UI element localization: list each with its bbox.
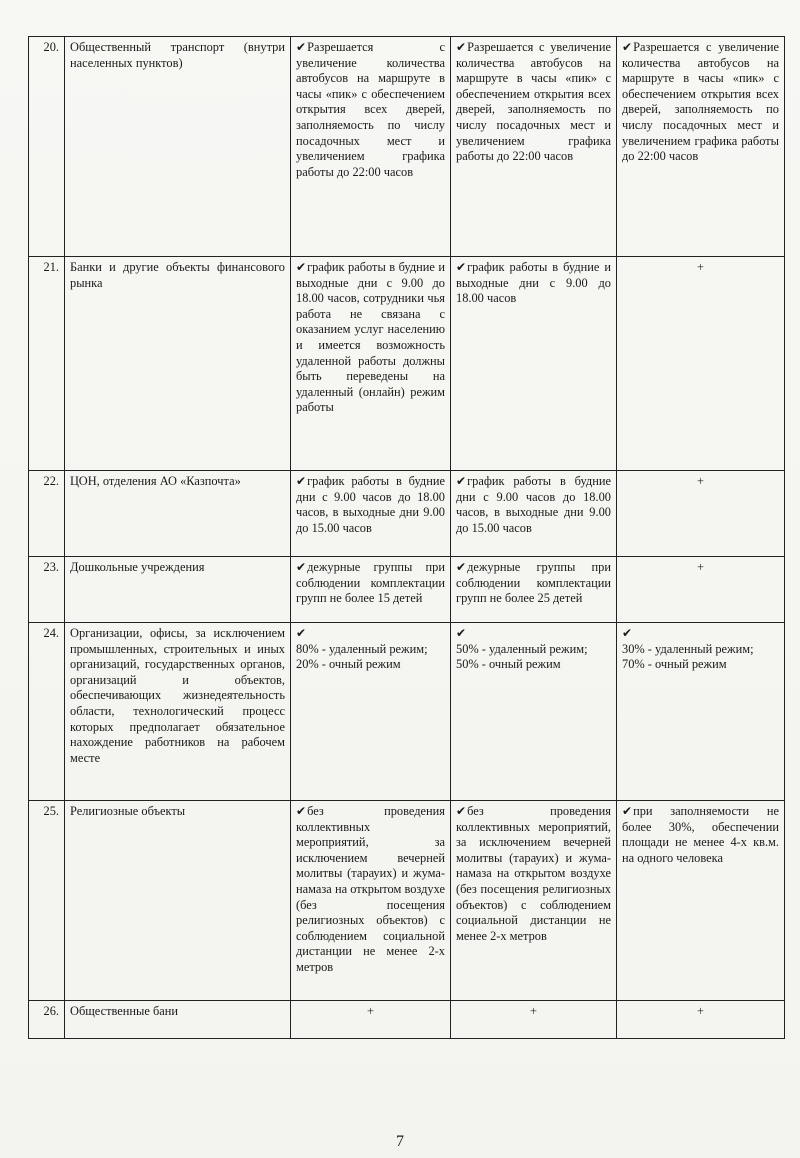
- check-icon: ✔: [456, 560, 467, 574]
- restrictions-table: [28, 36, 785, 1039]
- allowed-mark: +: [451, 1001, 617, 1039]
- check-icon: ✔: [622, 804, 633, 818]
- check-icon: ✔: [622, 626, 633, 640]
- check-icon: ✔: [296, 474, 307, 488]
- regime-cell: ✔график работы в будние дни с 9.00 часов до 18.00 часов, в выходные дни 9.00 до 15.00 часов: [291, 471, 451, 557]
- regime-cell: ✔без проведения коллективных мероприятий, за исключением вечерней молитвы (тарауих) и жума-намаза на открытом воздухе (без посещения религиозных объектов) с соблюдением социальной дистанции не менее 2-х метров: [291, 801, 451, 1001]
- check-icon: ✔: [296, 260, 307, 274]
- object-name: Общественные бани: [65, 1001, 291, 1039]
- regime-cell: ✔дежурные группы при соблюдении комплектации групп не более 15 детей: [291, 557, 451, 623]
- table-row: [29, 471, 785, 557]
- check-icon: ✔: [456, 474, 467, 488]
- check-icon: ✔: [296, 804, 307, 818]
- check-icon: ✔: [296, 560, 307, 574]
- row-number: 26.: [29, 1001, 65, 1039]
- check-icon: ✔: [296, 626, 307, 640]
- check-icon: ✔: [456, 40, 467, 54]
- regime-cell: ✔ 50% - удаленный режим; 50% - очный режим: [451, 623, 617, 801]
- row-number: 25.: [29, 801, 65, 1001]
- regime-cell: ✔без проведения коллективных мероприятий, за исключением вечерней молитвы (тарауих) и жума-намаза на открытом воздухе (без посещения религиозных объектов) с соблюдением социальной дистанции не менее 2-х метров: [451, 801, 617, 1001]
- regime-cell: ✔график работы в будние дни с 9.00 часов до 18.00 часов, в выходные дни 9.00 до 15.00 часов: [451, 471, 617, 557]
- page-number: 7: [396, 1133, 404, 1150]
- allowed-mark: +: [617, 1001, 785, 1039]
- check-icon: ✔: [456, 804, 467, 818]
- table-row: [29, 801, 785, 1001]
- regime-cell: ✔Разрешается с увеличение количества автобусов на маршруте в часы «пик» с обеспечением открытия всех дверей, заполняемость по числу посадочных мест и увеличением графика работы до 22:00 часов: [617, 37, 785, 257]
- object-name: Общественный транспорт (внутри населенных пунктов): [65, 37, 291, 257]
- table-row: [29, 557, 785, 623]
- regime-cell: ✔Разрешается с увеличение количества автобусов на маршруте в часы «пик» с обеспечением открытия всех дверей, заполняемость по числу посадочных мест и увеличением графика работы до 22:00 часов: [451, 37, 617, 257]
- row-number: 23.: [29, 557, 65, 623]
- allowed-mark: +: [617, 471, 785, 557]
- check-icon: ✔: [456, 260, 467, 274]
- object-name: Дошкольные учреждения: [65, 557, 291, 623]
- allowed-mark: +: [617, 257, 785, 471]
- row-number: 20.: [29, 37, 65, 257]
- regime-cell: ✔ 30% - удаленный режим; 70% - очный режим: [617, 623, 785, 801]
- object-name: Банки и другие объекты финансового рынка: [65, 257, 291, 471]
- row-number: 22.: [29, 471, 65, 557]
- regime-cell: ✔график работы в будние и выходные дни с 9.00 до 18.00 часов: [451, 257, 617, 471]
- regime-cell: ✔Разрешается с увеличение количества автобусов на маршруте в часы «пик» с обеспечением открытия всех дверей, заполняемость по числу посадочных мест и увеличением графика работы до 22:00 часов: [291, 37, 451, 257]
- allowed-mark: +: [617, 557, 785, 623]
- row-number: 24.: [29, 623, 65, 801]
- regime-cell: ✔график работы в будние и выходные дни с 9.00 до 18.00 часов, сотрудники чья работа не связана с оказанием услуг населению и имеется возможность удаленной работы должны быть переведены на удаленный (онлайн) режим работы: [291, 257, 451, 471]
- object-name: ЦОН, отделения АО «Казпочта»: [65, 471, 291, 557]
- regime-cell: ✔ 80% - удаленный режим; 20% - очный режим: [291, 623, 451, 801]
- object-name: Организации, офисы, за исключением промышленных, строительных и иных организаций, государственных органов, организаций и объектов, обеспечивающих жизнедеятельность области, технологический процесс которых предполагает обязательное нахождение работников на рабочем месте: [65, 623, 291, 801]
- object-name: Религиозные объекты: [65, 801, 291, 1001]
- check-icon: ✔: [622, 40, 633, 54]
- regime-cell: ✔дежурные группы при соблюдении комплектации групп не более 25 детей: [451, 557, 617, 623]
- table-row: [29, 257, 785, 471]
- table-row: [29, 1001, 785, 1039]
- allowed-mark: +: [291, 1001, 451, 1039]
- check-icon: ✔: [296, 40, 307, 54]
- table-row: [29, 623, 785, 801]
- check-icon: ✔: [456, 626, 467, 640]
- regime-cell: ✔при заполняемости не более 30%, обеспечении площади не менее 4-х кв.м. на одного человека: [617, 801, 785, 1001]
- table-row: [29, 37, 785, 257]
- row-number: 21.: [29, 257, 65, 471]
